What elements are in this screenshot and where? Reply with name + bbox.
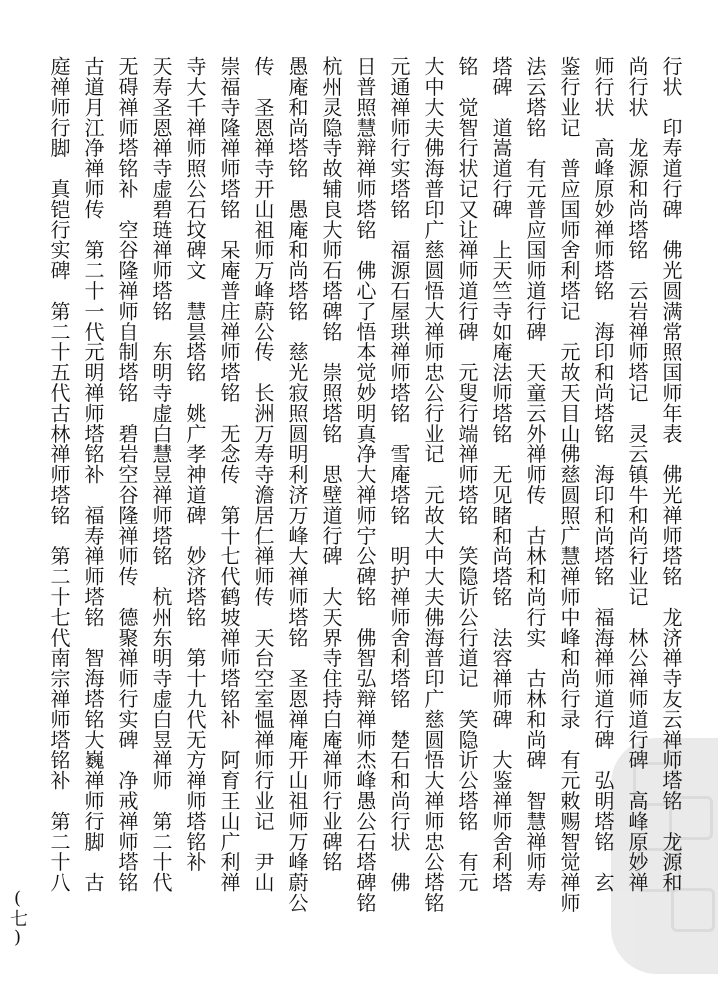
text-column: 尚行状 龙源和尚塔铭 云岩禅师塔记 灵云镇牛和尚行业记 林公禅师道行碑 高峰原妙禅 <box>625 56 649 893</box>
text-column: 日普照慧辩禅师塔铭 佛心了悟本觉妙明真净大禅师宁公碑铭 佛智弘辩禅师杰峰愚公石塔碑铭 <box>353 56 377 913</box>
text-column: 愚庵和尚塔铭 愚庵和尚塔铭 慈光寂照圆明利济万峰大禅师塔铭 圣恩禅庵开山祖师万峰蔚公 <box>285 56 309 913</box>
page-number: (七) <box>7 888 28 948</box>
text-column: 法云塔铭 有元普应国师道行碑 天童云外禅师传 古林和尚行实 古林和尚碑 智慧禅师寿 <box>523 56 547 893</box>
text-column: 传 圣恩禅寺开山祖师万峰蔚公传 长洲万寿寺澹居仁禅师传 天台空室愠禅师行业记 尹山 <box>251 56 275 893</box>
text-column: 行状 印寿道行碑 佛光圆满常照国师年表 佛光禅师塔铭 龙济禅寺友云禅师塔铭 龙源和 <box>659 56 683 893</box>
text-column: 师行状 高峰原妙禅师塔铭 海印和尚塔铭 海印和尚塔铭 福海禅师道行碑 弘明塔铭 玄 <box>591 56 615 893</box>
text-column: 元通禅师行实塔铭 福源石屋珙禅师塔铭 雪庵塔铭 明护禅师舍利塔铭 楚石和尚行状 佛 <box>387 56 411 893</box>
text-column: 大中大夫佛海普印广慈圆悟大禅师忠公行业记 元故大中大夫佛海普印广慈圆悟大禅师忠公塔铭 <box>421 56 445 913</box>
text-column: 庭禅师行脚 真铠行实碑 第二十五代古林禅师塔铭 第二十七代南宗禅师塔铭补 第二十八 <box>47 56 71 893</box>
text-column: 杭州灵隐寺故辅良大师石塔碑铭 崇照塔铭 思壁道行碑 大天界寺住持白庵禅师行业碑铭 <box>319 56 343 872</box>
text-column: 寺大千禅师照公石坟碑文 慧昙塔铭 姚广孝神道碑 妙济塔铭 第十九代无方禅师塔铭补 <box>183 56 207 872</box>
text-column: 古道月江净禅师传 第二十一代元明禅师塔铭补 福寿禅师塔铭 智海塔铭大巍禅师行脚 古 <box>81 56 105 893</box>
text-column: 天寿圣恩禅寺虚碧琏禅师塔铭 东明寺虚白慧昱禅师塔铭 杭州东明寺虚白昱禅师 第二十代 <box>149 56 173 893</box>
text-column: 无碍禅师塔铭补 空谷隆禅师自制塔铭 碧岩空谷隆禅师传 德聚禅师行实碑 净戒禅师塔铭 <box>115 56 139 893</box>
text-column: 鉴行业记 普应国师舍利塔记 元故天目山佛慈圆照广慧禅师中峰和尚行录 有元敕赐智觉禅师 <box>557 56 581 913</box>
text-column: 铭 觉智行状记又让禅师道行碑 元叟行端禅师塔铭 笑隐䜣公行道记 笑隐䜣公塔铭 有元 <box>455 56 479 893</box>
text-column: 崇福寺隆禅师塔铭 呆庵普庄禅师塔铭 无念传 第十七代鹤坡禅师塔铭补 阿育王山广利禅 <box>217 56 241 893</box>
text-column: 塔碑 道嵩道行碑 上天竺寺如庵法师塔铭 无见睹和尚塔铭 法容禅师碑 大鉴禅师舍利塔 <box>489 56 513 893</box>
